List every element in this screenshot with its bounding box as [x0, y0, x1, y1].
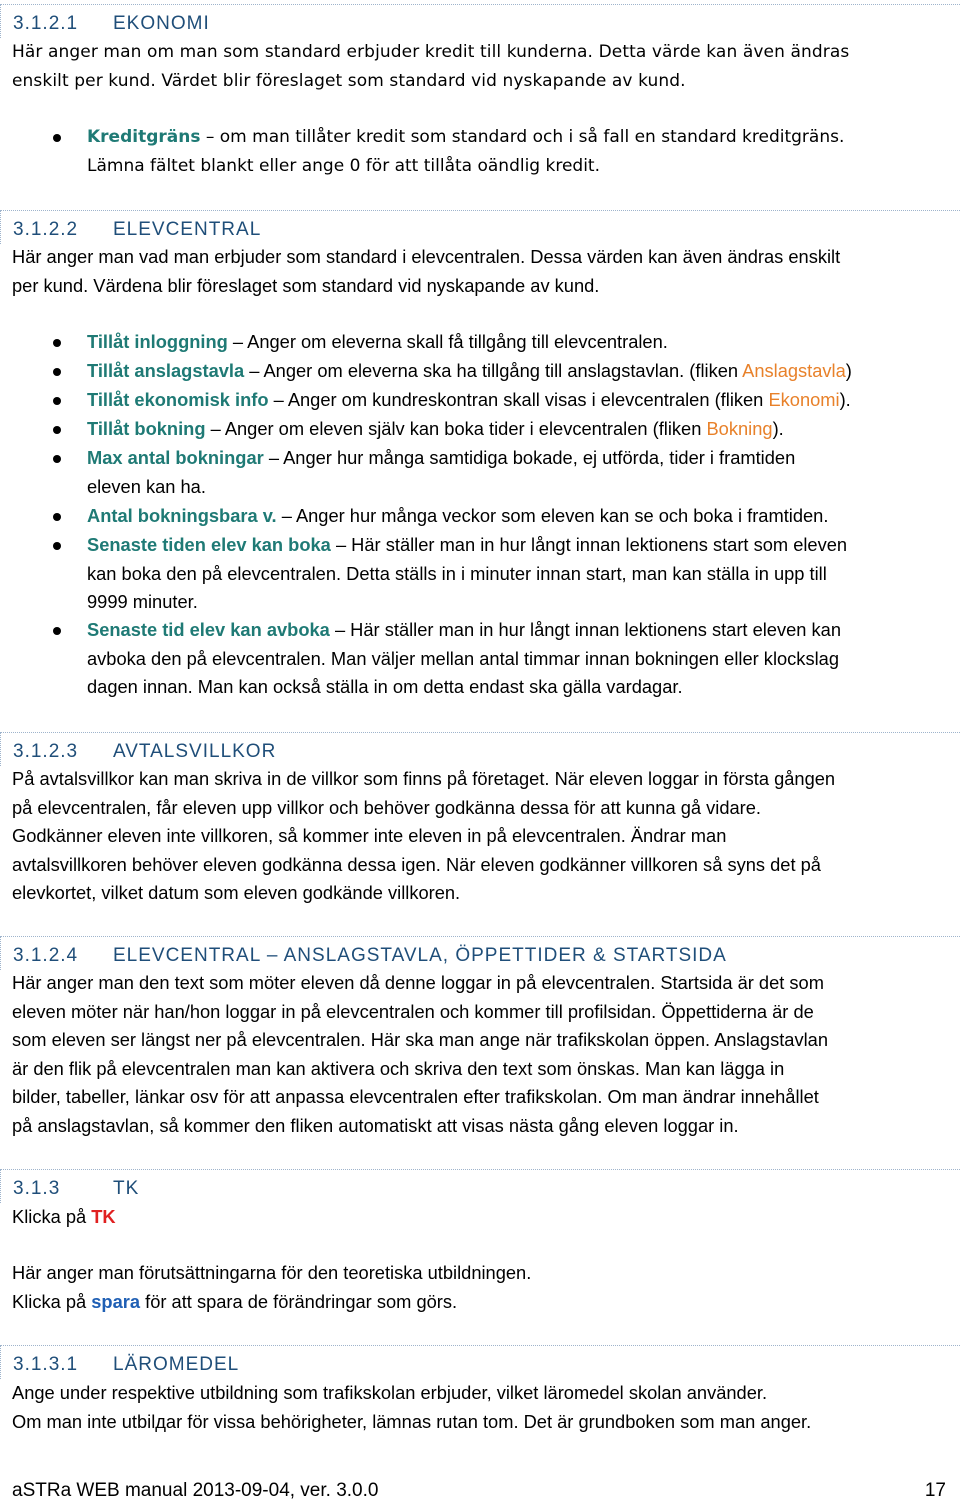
section-heading-avtalsvillkor: [0, 732, 960, 766]
term-description: – Anger om eleverna skall få tillgång till elevcentralen.: [227, 331, 668, 352]
text-line: enskilt per kund. Värdet blir föreslaget som standard vid nyskapande av kund.: [12, 70, 686, 91]
section-heading-ekonomi: [0, 4, 960, 38]
list-item: [87, 444, 952, 501]
section-title: LÄROMEDEL: [113, 1354, 240, 1375]
list-item: [87, 123, 952, 180]
text-line: på elevcentralen, får eleven upp villkor och behöver godkänna dessa för att kunna gå vidare.: [12, 796, 761, 818]
text-line: på anslagstavlan, så kommer den fliken automatiskt att visas nästa gång eleven loggar in.: [12, 1114, 739, 1136]
section-title: EKONOMI: [113, 13, 210, 34]
text-line: per kund. Värdena blir föreslaget som standard vid nyskapande av kund.: [12, 274, 600, 296]
tk-menu-reference: TK: [91, 1206, 116, 1227]
tab-reference: Anslagstavla: [742, 360, 846, 381]
save-button-reference: spara: [91, 1290, 141, 1312]
text-line: Här anger man den text som möter eleven då denne loggar in på elevcentralen. Startsida är det som: [12, 972, 824, 993]
section-number: 3.1.2.3: [13, 741, 79, 762]
text-line: Lämna fältet blankt eller ange 0 för att tillåta oändlig kredit.: [87, 155, 601, 176]
bullet-icon: [53, 455, 61, 463]
text-line: Ange under respektive utbildning som trafikskolan erbjuder, vilket läromedel skolan använder.: [12, 1382, 768, 1403]
term: Tillåt ekonomisk info: [87, 389, 269, 410]
text-line: Om man inte utbilдar för vissa behörigheter, lämnas rutan tom. Det är grundboken som man anger.: [12, 1410, 812, 1432]
section-number: 3.1.3: [13, 1178, 61, 1199]
term-description: – Anger om eleverna ska ha tillgång till anslagstavlan. (fliken: [244, 360, 743, 381]
paragraph: [12, 969, 952, 1140]
text-line: Här anger man förutsättningarna för den teoretiska utbildningen.: [12, 1262, 532, 1283]
text-line: kan boka den på elevcentralen. Detta ställs in i minuter innan start, man kan ställa in upp till: [87, 562, 827, 584]
term-description: – om man tillåter kredit som standard och i så fall en standard kreditgräns.: [200, 127, 845, 147]
paragraph: [12, 1379, 952, 1436]
text-line: dagen innan. Man kan också ställa in om detta endast ska gälla vardagar.: [87, 676, 683, 697]
bullet-icon: [53, 426, 61, 434]
term-description: – Här ställer man in hur långt innan lektionens start som eleven: [330, 534, 848, 555]
term: Antal bokningsbara v.: [87, 505, 277, 526]
text-line: 9999 minuter.: [87, 591, 198, 612]
list-item: [87, 415, 952, 444]
section-title: ELEVCENTRAL – ANSLAGSTAVLA, ÖPPETTIDER & STARTSIDA: [113, 945, 727, 966]
section-heading-anslagstavla: [0, 936, 960, 970]
term: Senaste tid elev kan avboka: [87, 619, 330, 640]
footer-title: aSTRa WEB manual 2013-09-04, ver. 3.0.0: [12, 1480, 379, 1501]
term-description: – Här ställer man in hur långt innan lektionens start eleven kan: [329, 619, 842, 640]
bullet-icon: [53, 134, 61, 142]
text-line: Här anger man om man som standard erbjuder kredit till kunderna. Detta värde kan även ändras: [12, 42, 850, 62]
text-line: elevkortet, vilket datum som eleven godkände villkoren.: [12, 882, 461, 903]
text-line: bilder, tabeller, länkar osv för att anpassa elevcentralen efter trafikskolan. Om man ändrar innehållet: [12, 1086, 819, 1107]
paragraph: [12, 765, 952, 908]
section-title: AVTALSVILLKOR: [113, 741, 277, 762]
section-number: 3.1.2.4: [13, 945, 79, 966]
punctuation: ).: [839, 389, 851, 410]
section-number: 3.1.2.2: [13, 219, 79, 240]
text-line: eleven kan ha.: [87, 475, 206, 497]
list-item: [87, 502, 952, 531]
list-item: [87, 616, 952, 702]
text: Klicka på: [12, 1206, 92, 1227]
term-description: – Anger hur många veckor som eleven kan se och boka i framtiden.: [276, 505, 829, 526]
paragraph: [12, 243, 952, 300]
bullet-icon: [53, 627, 61, 635]
punctuation: ).: [772, 418, 784, 439]
page-footer: [12, 1480, 946, 1502]
term: Max antal bokningar: [87, 447, 264, 468]
bullet-icon: [53, 542, 61, 550]
section-heading-laromedel: [0, 1345, 960, 1379]
tab-reference: Bokning: [706, 418, 773, 439]
page-number: 17: [924, 1480, 946, 1501]
list-item: [87, 328, 952, 357]
term: Senaste tiden elev kan boka: [87, 534, 331, 555]
paragraph: [12, 1259, 952, 1316]
term: Tillåt inloggning: [87, 331, 228, 352]
section-heading-elevcentral: [0, 210, 960, 244]
text-line: som eleven ser längst ner på elevcentralen. Här ska man ange när trafikskolan öppen. Anslagstavlan: [12, 1029, 829, 1050]
tab-reference: Ekonomi: [768, 389, 840, 410]
term-description: – Anger om kundreskontran skall visas i elevcentralen (fliken: [268, 389, 769, 410]
text-line: eleven möter när han/hon loggar in på elevcentralen och kommer till profilsidan. Öppettiderna är de: [12, 1000, 814, 1022]
term: Tillåt bokning: [87, 418, 206, 439]
section-number: 3.1.2.1: [13, 13, 79, 34]
list-item: [87, 357, 952, 386]
term: Tillåt anslagstavla: [87, 360, 245, 381]
text-line: avboka den på elevcentralen. Man väljer mellan antal timmar innan bokningen eller klockslag: [87, 647, 839, 669]
text: för att spara de förändringar som görs.: [140, 1290, 458, 1312]
text-line: är den flik på elevcentralen man kan aktivera och skriva den text som önskas. Man kan lägga in: [12, 1057, 785, 1079]
bullet-icon: [53, 513, 61, 521]
text: Klicka på: [12, 1290, 92, 1312]
bullet-icon: [53, 368, 61, 376]
section-number: 3.1.3.1: [13, 1354, 79, 1375]
bullet-icon: [53, 397, 61, 405]
text-line: avtalsvillkoren behöver eleven godkänna dessa igen. När eleven godkänner villkoren så syns det på: [12, 853, 821, 875]
text-line: Godkänner eleven inte villkoren, så kommer inte eleven in på elevcentralen. Ändrar man: [12, 825, 727, 846]
section-title: TK: [113, 1178, 140, 1199]
list-item: [87, 386, 952, 415]
section-title: ELEVCENTRAL: [113, 219, 262, 240]
text-line: Här anger man vad man erbjuder som standard i elevcentralen. Dessa värden kan även ändras enskilt: [12, 246, 841, 267]
text-line: På avtalsvillkor kan man skriva in de villkor som finns på företaget. När eleven loggar in första gången: [12, 768, 836, 789]
term-description: – Anger hur många samtidiga bokade, ej utförda, tider i framtiden: [263, 447, 796, 468]
paragraph: [12, 38, 952, 95]
punctuation: ): [845, 360, 852, 381]
term-description: – Anger om eleven själv kan boka tider i elevcentralen (fliken: [205, 418, 707, 439]
section-heading-tk: [0, 1169, 960, 1203]
term: Kreditgräns: [87, 127, 201, 147]
paragraph: [12, 1203, 952, 1232]
bullet-icon: [53, 339, 61, 347]
list-item: [87, 531, 952, 617]
